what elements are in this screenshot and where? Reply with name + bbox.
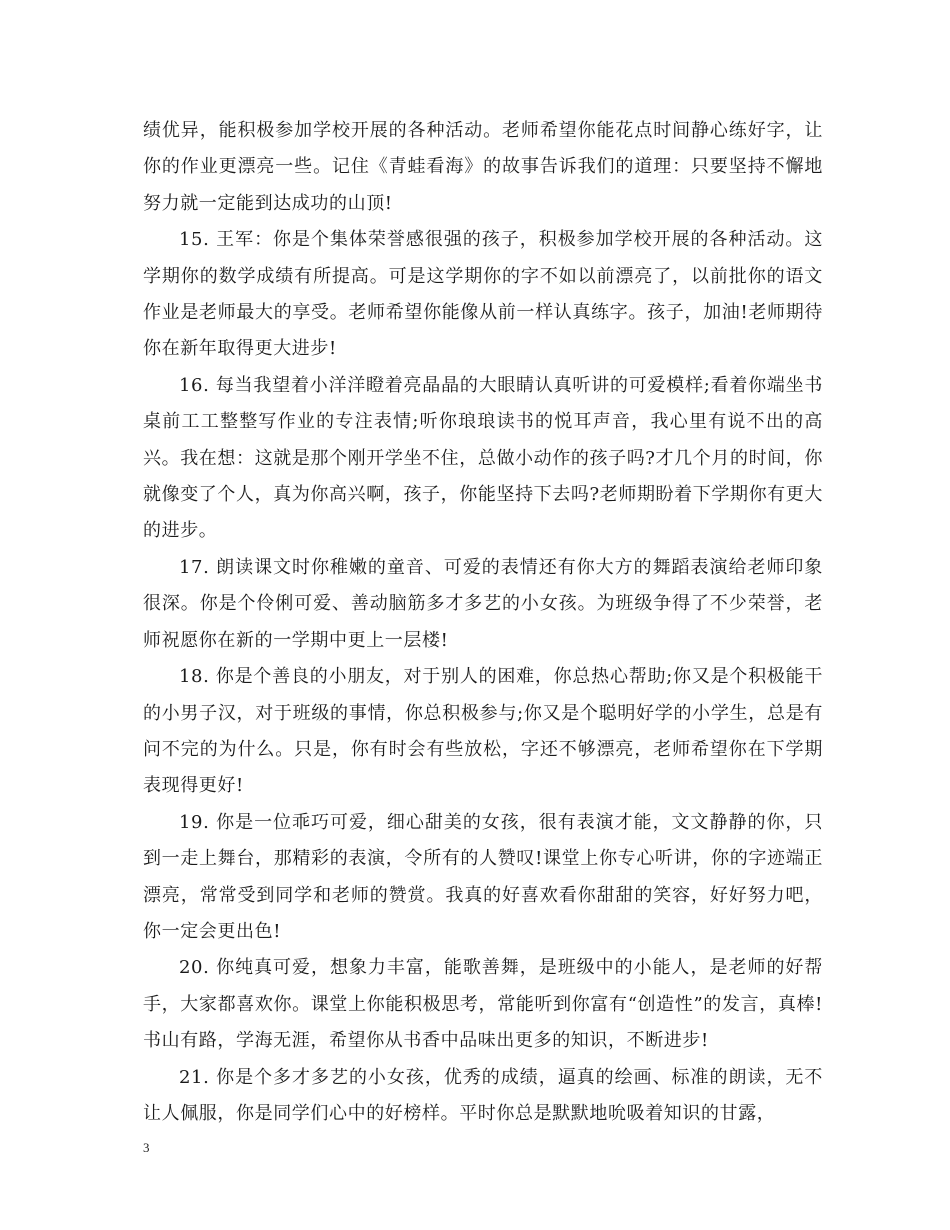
paragraph-item-17: 17. 朗读课文时你稚嫩的童音、可爱的表情还有你大方的舞蹈表演给老师印象很深。你是个伶俐可爱、善动脑筋多才多艺的小女孩。为班级争得了不少荣誉，老师祝愿你在新的一学期中更上一层楼! xyxy=(143,556,823,651)
paragraph-continued: 绩优异，能积极参加学校开展的各种活动。老师希望你能花点时间静心练好字，让你的作业更漂亮一些。记住《青蛙看海》的故事告诉我们的道理：只要坚持不懈地努力就一定能到达成功的山顶! xyxy=(143,120,823,214)
paragraph-item-15: 15. 王军：你是个集体荣誉感很强的孩子，积极参加学校开展的各种活动。这学期你的数学成绩有所提高。可是这学期你的字不如以前漂亮了，以前批你的语文作业是老师最大的享受。老师希望你能像从前一样认真练字。孩子，加油!老师期待你在新年取得更大进步! xyxy=(143,229,823,360)
document-body xyxy=(143,113,823,1132)
paragraph-item-16: 16. 每当我望着小洋洋瞪着亮晶晶的大眼睛认真听讲的可爱模样;看着你端坐书桌前工工整整写作业的专注表情;听你琅琅读书的悦耳声音，我心里有说不出的高兴。我在想：这就是那个刚开学坐不住，总做小动作的孩子吗?才几个月的时间，你就像变了个人，真为你高兴啊，孩子，你能坚持下去吗?老师期盼着下学期你有更大的进步。 xyxy=(143,374,823,542)
paragraph-item-20: 20. 你纯真可爱，想象力丰富，能歌善舞，是班级中的小能人，是老师的好帮手，大家都喜欢你。课堂上你能积极思考，常能听到你富有“创造性”的发言，真棒!书山有路，学海无涯，希望你从书香中品味出更多的知识，不断进步! xyxy=(143,957,823,1052)
paragraph-item-21: 21. 你是个多才多艺的小女孩，优秀的成绩，逼真的绘画、标准的朗读，无不让人佩服，你是同学们心中的好榜样。平时你总是默默地吮吸着知识的甘露， xyxy=(143,1066,823,1124)
paragraph-item-19: 19. 你是一位乖巧可爱，细心甜美的女孩，很有表演才能，文文静静的你，只到一走上舞台，那精彩的表演，令所有的人赞叹!课堂上你专心听讲，你的字迹端正漂亮，常常受到同学和老师的赞赏。我真的好喜欢看你甜甜的笑容，好好努力吧，你一定会更出色! xyxy=(143,811,823,942)
paragraph-item-18: 18. 你是个善良的小朋友，对于别人的困难，你总热心帮助;你又是个积极能干的小男子汉，对于班级的事情，你总积极参与;你又是个聪明好学的小学生，总是有问不完的为什么。只是，你有时会有些放松，字还不够漂亮，老师希望你在下学期表现得更好! xyxy=(143,666,823,797)
page-number: 3 xyxy=(143,1140,150,1155)
